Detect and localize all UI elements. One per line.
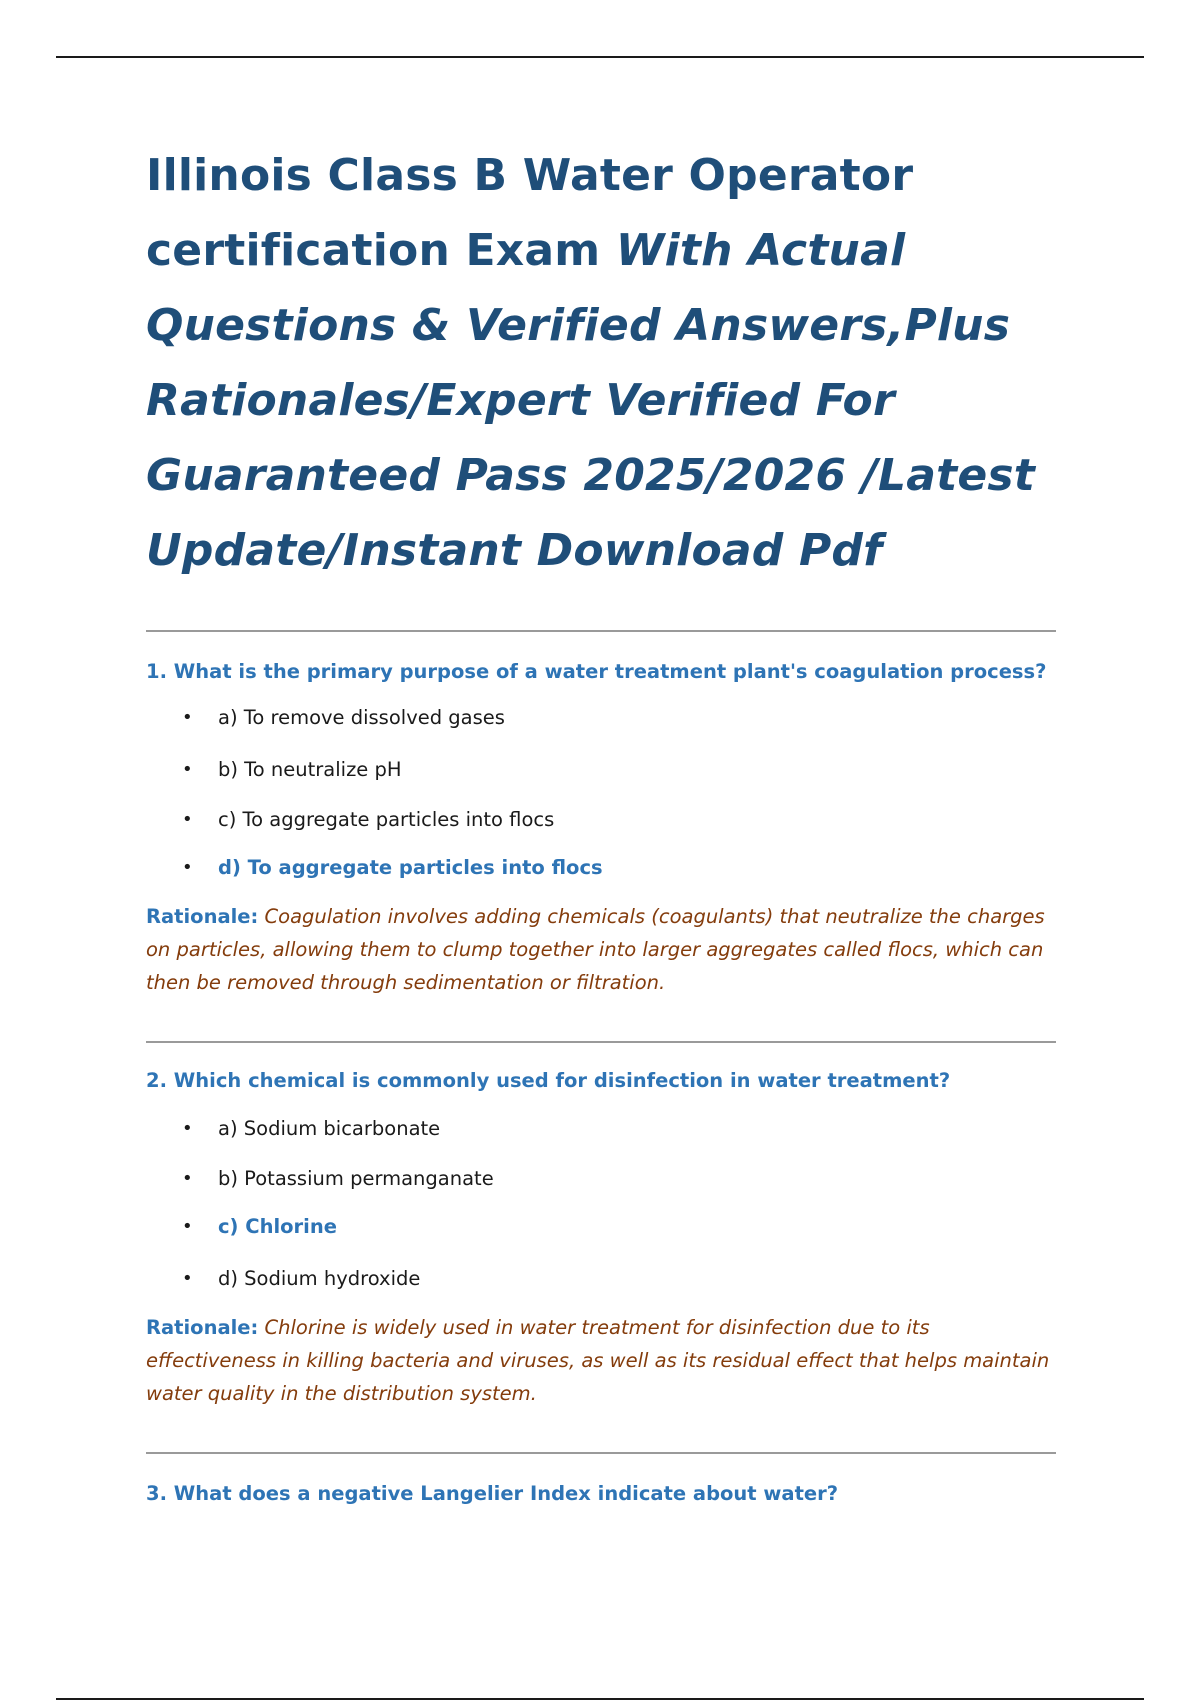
option-item: • a) Sodium bicarbonate [146,1115,1056,1143]
bullet-icon: • [182,809,193,830]
question-2-rationale [146,1311,1056,1410]
page-top-rule [56,56,1144,58]
document-body [146,138,1056,1508]
option-item: • b) To neutralize pH [146,756,1056,784]
title-plain: Illinois Class B Water Operator certification Exam [146,150,914,276]
rationale-text: Chlorine is widely used in water treatment for disinfection due to its effectiveness in killing bacteria and viruses, as well as its residual effect that helps maintain water quality in the distribution system. [146,1316,1050,1405]
question-1-rationale [146,900,1056,999]
document-title [146,138,1056,588]
question-2: 2. Which chemical is commonly used for disinfection in water treatment? [146,1069,951,1092]
option-item: • d) Sodium hydroxide [146,1265,1056,1293]
question-2-options [146,1115,1056,1293]
question-1: 1. What is the primary purpose of a water treatment plant's coagulation process? [146,660,1047,683]
bullet-icon: • [182,857,193,878]
section-divider [146,630,1056,632]
correct-option-item: • d) To aggregate particles into flocs [146,854,1056,882]
correct-option-item: • c) Chlorine [146,1213,1056,1241]
section-divider [146,1452,1056,1454]
title-italic: With Actual Questions & Verified Answers,Plus Rationales/Expert Verified For Guaranteed Pass 2025/2026 /Latest Update/Instant Download Pdf [146,225,1036,576]
bullet-icon: • [182,1168,193,1189]
option-item: • b) Potassium permanganate [146,1165,1056,1193]
question-3: 3. What does a negative Langelier Index indicate about water? [146,1482,839,1505]
rationale-text: Coagulation involves adding chemicals (coagulants) that neutralize the charges on particles, allowing them to clump together into larger aggregates called flocs, which can then be removed through sedimentation or filtration. [146,905,1045,994]
rationale-label: Rationale: [146,905,259,928]
question-1-options [146,704,1056,882]
section-divider [146,1041,1056,1043]
bullet-icon: • [182,707,193,728]
bullet-icon: • [182,1118,193,1139]
option-item: • c) To aggregate particles into flocs [146,806,1056,834]
bullet-icon: • [182,1268,193,1289]
bullet-icon: • [182,759,193,780]
option-item: • a) To remove dissolved gases [146,704,1056,732]
bullet-icon: • [182,1216,193,1237]
rationale-label: Rationale: [146,1316,259,1339]
